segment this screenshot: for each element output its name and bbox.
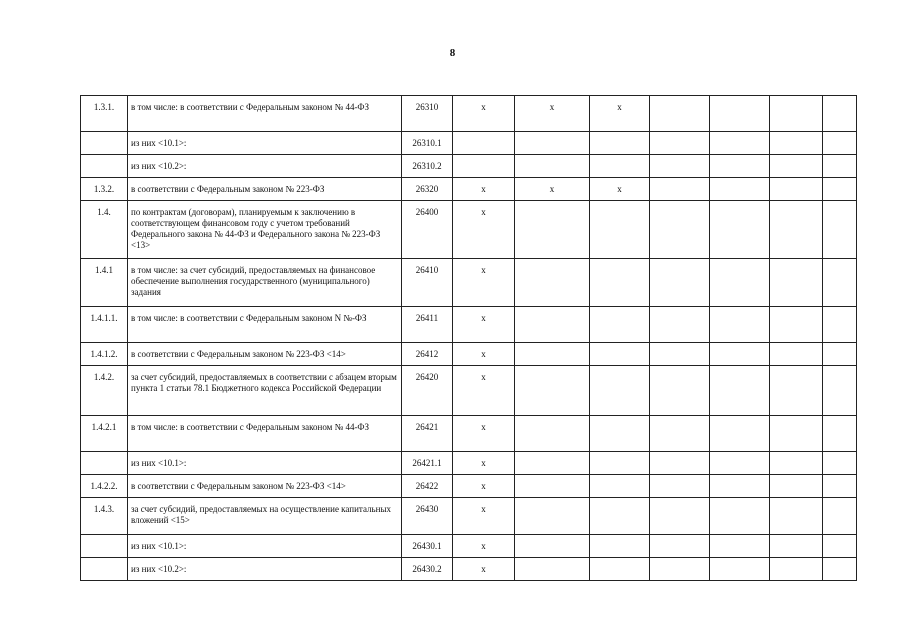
value-cell xyxy=(590,201,650,259)
value-cell xyxy=(770,416,823,452)
row-number-cell xyxy=(81,452,128,475)
value-cell xyxy=(710,498,770,535)
value-cell xyxy=(515,452,590,475)
value-cell: х xyxy=(453,96,515,132)
page-number: 8 xyxy=(449,47,456,59)
value-cell xyxy=(823,416,857,452)
table-row xyxy=(81,259,857,307)
row-number-cell xyxy=(81,132,128,155)
value-cell xyxy=(710,132,770,155)
value-cell xyxy=(650,178,710,201)
value-cell xyxy=(770,343,823,366)
table-row xyxy=(81,132,857,155)
description-cell: в соответствии с Федеральным законом № 223-ФЗ xyxy=(128,178,402,201)
value-cell: х xyxy=(515,96,590,132)
value-cell xyxy=(710,178,770,201)
description-cell: в том числе: в соответствии с Федеральным законом № 44-ФЗ xyxy=(128,96,402,132)
description-cell: за счет субсидий, предоставляемых в соответствии с абзацем вторым пункта 1 статьи 78.1 Бюджетного кодекса Российской Федерации xyxy=(128,366,402,416)
line-code-cell: 26410 xyxy=(402,259,453,307)
value-cell xyxy=(515,558,590,581)
value-cell: х xyxy=(590,96,650,132)
line-code-cell: 26422 xyxy=(402,475,453,498)
description-cell: по контрактам (договорам), планируемым к заключению в соответствующем финансовом году с учетом требований Федерального закона № 44-ФЗ и Федерального закона № 223-ФЗ <13> xyxy=(128,201,402,259)
value-cell xyxy=(823,366,857,416)
row-number-cell xyxy=(81,155,128,178)
value-cell xyxy=(650,307,710,343)
value-cell: х xyxy=(453,498,515,535)
line-code-cell: 26420 xyxy=(402,366,453,416)
value-cell xyxy=(515,259,590,307)
value-cell xyxy=(515,475,590,498)
value-cell xyxy=(823,307,857,343)
table-row xyxy=(81,366,857,416)
value-cell: х xyxy=(453,201,515,259)
table-row xyxy=(81,343,857,366)
value-cell xyxy=(650,558,710,581)
table-row xyxy=(81,155,857,178)
value-cell xyxy=(770,259,823,307)
description-cell: из них <10.1>: xyxy=(128,452,402,475)
value-cell xyxy=(650,155,710,178)
line-code-cell: 26400 xyxy=(402,201,453,259)
value-cell xyxy=(453,155,515,178)
value-cell xyxy=(515,535,590,558)
description-cell: в соответствии с Федеральным законом № 223-ФЗ <14> xyxy=(128,475,402,498)
row-number-cell: 1.4.2.1 xyxy=(81,416,128,452)
value-cell xyxy=(710,201,770,259)
value-cell xyxy=(515,498,590,535)
value-cell xyxy=(650,366,710,416)
table-row xyxy=(81,178,857,201)
line-code-cell: 26430.2 xyxy=(402,558,453,581)
line-code-cell: 26310.2 xyxy=(402,155,453,178)
value-cell xyxy=(650,259,710,307)
value-cell xyxy=(590,452,650,475)
value-cell: х xyxy=(453,558,515,581)
value-cell xyxy=(770,498,823,535)
value-cell xyxy=(453,132,515,155)
value-cell xyxy=(770,558,823,581)
table-row xyxy=(81,498,857,535)
value-cell xyxy=(710,259,770,307)
value-cell: х xyxy=(453,535,515,558)
value-cell xyxy=(823,498,857,535)
value-cell xyxy=(710,366,770,416)
value-cell: х xyxy=(515,178,590,201)
description-cell: в том числе: за счет субсидий, предоставляемых на финансовое обеспечение выполнения государственного (муниципального) задания xyxy=(128,259,402,307)
table-row xyxy=(81,475,857,498)
value-cell xyxy=(515,155,590,178)
value-cell xyxy=(770,155,823,178)
description-cell: за счет субсидий, предоставляемых на осуществление капитальных вложений <15> xyxy=(128,498,402,535)
value-cell xyxy=(590,416,650,452)
row-number-cell xyxy=(81,558,128,581)
value-cell: х xyxy=(453,343,515,366)
value-cell: х xyxy=(453,475,515,498)
value-cell xyxy=(710,343,770,366)
value-cell xyxy=(770,178,823,201)
description-cell: из них <10.1>: xyxy=(128,535,402,558)
table-row xyxy=(81,416,857,452)
budget-table xyxy=(80,95,857,581)
row-number-cell: 1.3.1. xyxy=(81,96,128,132)
line-code-cell: 26320 xyxy=(402,178,453,201)
value-cell: х xyxy=(453,452,515,475)
line-code-cell: 26310 xyxy=(402,96,453,132)
value-cell xyxy=(650,452,710,475)
value-cell: х xyxy=(453,259,515,307)
value-cell xyxy=(590,558,650,581)
value-cell xyxy=(710,558,770,581)
value-cell xyxy=(823,343,857,366)
line-code-cell: 26310.1 xyxy=(402,132,453,155)
line-code-cell: 26421.1 xyxy=(402,452,453,475)
line-code-cell: 26421 xyxy=(402,416,453,452)
row-number-cell: 1.4.1.2. xyxy=(81,343,128,366)
value-cell xyxy=(823,259,857,307)
value-cell xyxy=(823,132,857,155)
value-cell xyxy=(590,475,650,498)
value-cell xyxy=(823,558,857,581)
line-code-cell: 26430 xyxy=(402,498,453,535)
value-cell: х xyxy=(590,178,650,201)
line-code-cell: 26411 xyxy=(402,307,453,343)
value-cell xyxy=(710,155,770,178)
row-number-cell: 1.4.3. xyxy=(81,498,128,535)
row-number-cell: 1.4.2.2. xyxy=(81,475,128,498)
row-number-cell: 1.3.2. xyxy=(81,178,128,201)
row-number-cell: 1.4.1.1. xyxy=(81,307,128,343)
value-cell xyxy=(650,416,710,452)
description-cell: из них <10.2>: xyxy=(128,155,402,178)
table-row xyxy=(81,535,857,558)
value-cell xyxy=(515,366,590,416)
table-row xyxy=(81,307,857,343)
value-cell xyxy=(770,132,823,155)
value-cell xyxy=(515,416,590,452)
value-cell xyxy=(823,475,857,498)
value-cell xyxy=(710,452,770,475)
value-cell xyxy=(515,307,590,343)
value-cell xyxy=(770,201,823,259)
value-cell xyxy=(770,535,823,558)
table-body xyxy=(81,96,857,581)
value-cell xyxy=(710,307,770,343)
value-cell xyxy=(770,307,823,343)
value-cell xyxy=(650,132,710,155)
value-cell xyxy=(770,96,823,132)
value-cell xyxy=(590,307,650,343)
line-code-cell: 26430.1 xyxy=(402,535,453,558)
description-cell: в том числе: в соответствии с Федеральным законом № 44-ФЗ xyxy=(128,416,402,452)
value-cell xyxy=(710,535,770,558)
value-cell xyxy=(650,535,710,558)
description-cell: в том числе: в соответствии с Федеральным законом N №-ФЗ xyxy=(128,307,402,343)
description-cell: из них <10.2>: xyxy=(128,558,402,581)
value-cell xyxy=(650,343,710,366)
value-cell xyxy=(823,178,857,201)
row-number-cell: 1.4. xyxy=(81,201,128,259)
table-row xyxy=(81,96,857,132)
value-cell xyxy=(590,343,650,366)
value-cell xyxy=(590,366,650,416)
value-cell xyxy=(650,201,710,259)
value-cell xyxy=(650,475,710,498)
value-cell xyxy=(823,535,857,558)
value-cell xyxy=(590,535,650,558)
value-cell xyxy=(515,343,590,366)
value-cell xyxy=(710,475,770,498)
table-row xyxy=(81,201,857,259)
table-row xyxy=(81,452,857,475)
value-cell: х xyxy=(453,366,515,416)
value-cell: х xyxy=(453,416,515,452)
value-cell: х xyxy=(453,307,515,343)
value-cell xyxy=(650,498,710,535)
value-cell xyxy=(823,96,857,132)
value-cell xyxy=(770,452,823,475)
row-number-cell: 1.4.2. xyxy=(81,366,128,416)
value-cell: х xyxy=(453,178,515,201)
value-cell xyxy=(770,366,823,416)
value-cell xyxy=(590,498,650,535)
row-number-cell xyxy=(81,535,128,558)
row-number-cell: 1.4.1 xyxy=(81,259,128,307)
description-cell: в соответствии с Федеральным законом № 223-ФЗ <14> xyxy=(128,343,402,366)
value-cell xyxy=(590,132,650,155)
table-row xyxy=(81,558,857,581)
value-cell xyxy=(515,201,590,259)
value-cell xyxy=(590,259,650,307)
value-cell xyxy=(710,416,770,452)
value-cell xyxy=(823,452,857,475)
value-cell xyxy=(650,96,710,132)
value-cell xyxy=(770,475,823,498)
line-code-cell: 26412 xyxy=(402,343,453,366)
value-cell xyxy=(515,132,590,155)
value-cell xyxy=(823,201,857,259)
description-cell: из них <10.1>: xyxy=(128,132,402,155)
value-cell xyxy=(590,155,650,178)
value-cell xyxy=(823,155,857,178)
value-cell xyxy=(710,96,770,132)
